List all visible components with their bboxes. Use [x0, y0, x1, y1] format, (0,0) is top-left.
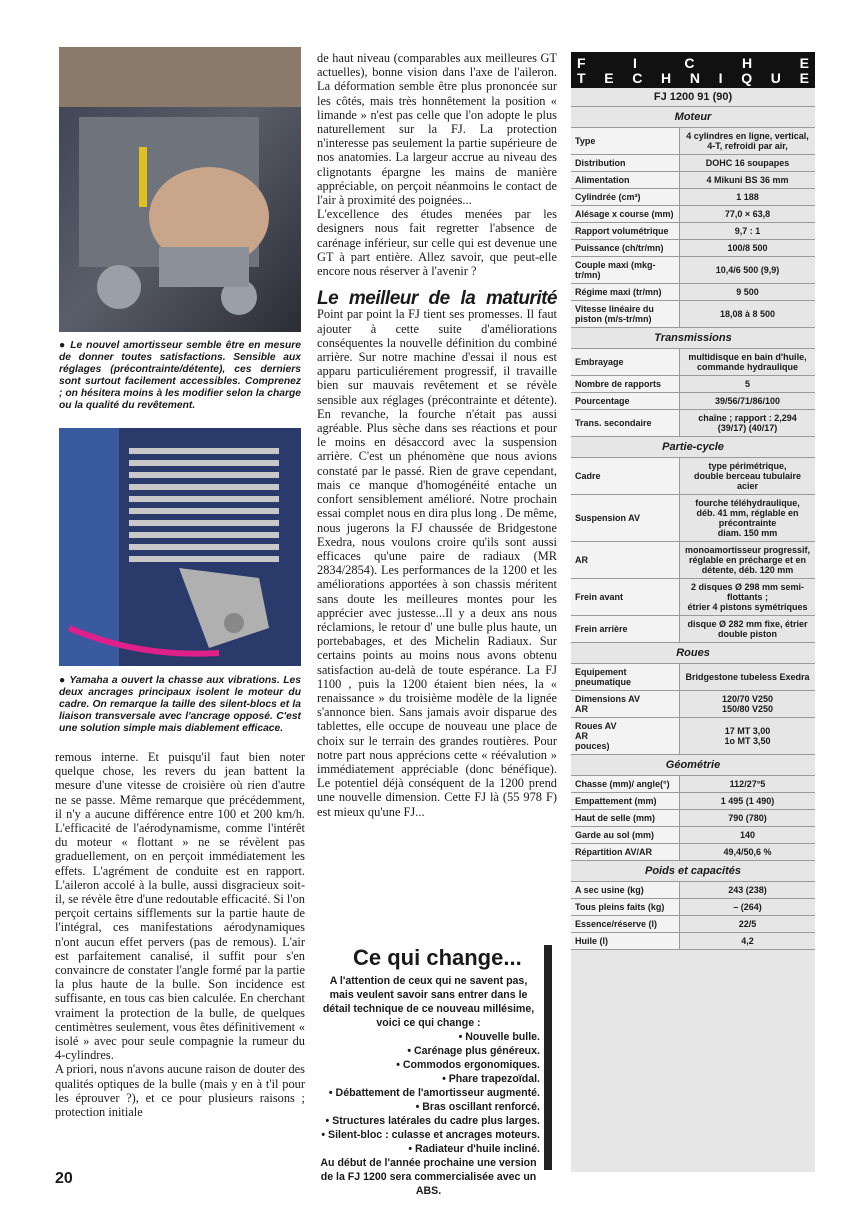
changes-item: • Bras oscillant renforcé.: [415, 1101, 540, 1113]
photo-shock-absorber: [59, 47, 301, 332]
spec-label: Type: [571, 128, 680, 154]
spec-row: [571, 155, 815, 172]
spec-row: [571, 284, 815, 301]
shock-absorber-image: [59, 47, 301, 332]
spec-header-letter: C: [684, 55, 695, 71]
spec-header-letter: E: [799, 55, 809, 71]
spec-section-title: Transmissions: [571, 328, 815, 349]
spec-row: [571, 410, 815, 437]
spec-row: [571, 899, 815, 916]
spec-label: Embrayage: [571, 349, 680, 375]
column2-paragraph-3-text: Point par point la FJ tient ses promesses. Il faut ajouter à cette suite d'améliorations conséquentes la nouvelle définition du combiné arrière. Sur notre machine d'essai il nous est apparu particuliérement progressif, il travaille bien sur mauvais revêtement et se révèle sensible aux réglages (précontrainte et détente). En revanche, la fourche n'était pas aussi agréable. Plus sèche dans ses réactions et pour le moins en désaccord avec la suspension arrière. C'est un phénomène que nous avions constaté par le passé. Rien de grave cependant, mais ce manque d'homogénéité entache un confort sensiblement amélioré. Notre prochain essai complet nous en dira plus long . De même, nous jugerons la FJ chaussée de Bridgestone Exedra, nous voulons croire qu'ils sont aussi efficaces qu'une paire de radiaux (MR 2834/2854). Les performances de la 1200 et les améliorations apportées à son chassis méritent sans doute les meilleures montes pour les apprécier avec justesse...Il y a deux ans nous réclamions, le retour d' une bulle plus haute, un portebabages, et des Michelin Radiaux. Sur certains points au moins nous avons obtenu satisfaction au-delà de toute espérance. La FJ 1100 , puis la 1200 étaient bien nées, la « renaissance » du troisième modèle de la lignée s'annonce bien. Sans jamais avoir disparue des tablettes, elle occupe de nouveau une place de choix sur le terrain des grandes routières. Pour notre part nous apprécions cette « réévalution » immédiatement appréciable (donc bénéfique). Le potentiel déjà conséquent de la 1200 prend une nouvelle dimension. Cette FJ là (55 978 F) est mieux qu'une FJ...: [317, 307, 557, 819]
engine-mount-image: [59, 428, 301, 666]
spec-row: [571, 376, 815, 393]
spec-value: fourche téléhydraulique, déb. 41 mm, réglable en précontrainte diam. 150 mm: [695, 498, 800, 538]
spec-section-title: Partie-cycle: [571, 437, 815, 458]
spec-label: Roues AV AR pouces): [571, 718, 680, 754]
spec-row: [571, 240, 815, 257]
changes-item: • Phare trapezoïdal.: [442, 1073, 540, 1085]
spec-header-letter: H: [742, 55, 753, 71]
spec-value: 4 Mikuni BS 36 mm: [706, 175, 789, 185]
spec-label: A sec usine (kg): [571, 882, 680, 898]
spec-label: Huile (l): [571, 933, 680, 949]
spec-row: [571, 810, 815, 827]
section-headline: Le meilleur de la maturité: [317, 288, 557, 310]
changes-item: • Nouvelle bulle.: [458, 1031, 540, 1043]
spec-label: Alimentation: [571, 172, 680, 188]
spec-value: 39/56/71/86/100: [714, 396, 781, 406]
spec-header-row-2: [577, 71, 809, 86]
spec-label: Cadre: [571, 458, 680, 494]
spec-value: Bridgestone tubeless Exedra: [685, 672, 810, 682]
spec-row: [571, 827, 815, 844]
article-column-1: [55, 750, 305, 1119]
changes-intro: A l'attention de ceux qui ne savent pas, mais veulent savoir sans entrer dans le détail technique de ce nouveau millésime, voici ce qui change :: [322, 975, 535, 1029]
spec-header-letter: T: [577, 70, 586, 86]
spec-header-letter: H: [661, 70, 672, 86]
spec-row: [571, 206, 815, 223]
spec-header-letter: Q: [741, 70, 753, 86]
spec-label: Pourcentage: [571, 393, 680, 409]
spec-value: 1 495 (1 490): [720, 796, 775, 806]
spec-row: [571, 579, 815, 616]
spec-row: [571, 495, 815, 542]
changes-outro: Au début de l'année prochaine une version de la FJ 1200 sera commercialisée avec un ABS.: [320, 1157, 537, 1197]
changes-content: [317, 974, 540, 1198]
column1-paragraph-1: remous interne. Et puisqu'il faut bien noter quelque chose, les revers du jean battent la mesure d'une vitesse de croisière où rien d'autre ne se passe. Même remarque que précédemment, il n'y a aucune différence entre 100 et 200 km/h. L'efficacité de l'aérodynamisme, comme l'intérêt du moteur « flottant » ne se révèlent pas graduellement, on en perçoit immédiatement les effets. L'agrément de conduite est en rapport. L'aileron accolé à la bulle, aussi disgracieux soit-il, se révèle être d'une redoutable efficacité. Si l'on perçoit certains sifflements sur la partie haute de l'intégral, ces manifestations aérodynamiques n'ont aucun effet pervers (pas de remous). L'air est parfaitement canalisé, il suffit pour s'en convaincre de constater l'angle formé par la partie la plus haute de la bulle. Son incidence est suffisante, en tous cas bien calculée. En cherchant vraiment la protection de la bulle, de quelques centimètres seulement, vous êtes définitivement « isolé » avec pour seule compagnie la rumeur du 4-cylindres.: [55, 750, 305, 1063]
spec-label: Tous pleins faits (kg): [571, 899, 680, 915]
changes-box: [317, 945, 552, 1197]
spec-header: [571, 52, 815, 88]
spec-value: 49,4/50,6 %: [723, 847, 772, 857]
spec-label: Répartition AV/AR: [571, 844, 680, 860]
changes-item: • Carénage plus généreux.: [407, 1045, 540, 1057]
spec-section-title: Poids et capacités: [571, 861, 815, 882]
spec-label: Dimensions AV AR: [571, 691, 680, 717]
spec-section-title: Roues: [571, 643, 815, 664]
spec-value: multidisque en bain d'huile, commande hydraulique: [688, 352, 807, 372]
changes-item: • Débattement de l'amortisseur augmenté.: [328, 1087, 540, 1099]
column1-paragraph-2: A priori, nous n'avons aucune raison de douter des qualités optiques de la bulle (mais y en à t'il pour les éprouver ?), et ce pour plusieurs raisons ; protection initiale: [55, 1062, 305, 1120]
spec-value: 2 disques Ø 298 mm semi- flottants ; étrier 4 pistons symétriques: [687, 582, 808, 612]
spec-value: – (264): [733, 902, 762, 912]
spec-row: [571, 616, 815, 643]
spec-row: [571, 349, 815, 376]
spec-label: Vitesse linéaire du piston (m/s-tr/mn): [571, 301, 680, 327]
spec-value: chaîne ; rapport : 2,294 (39/17) (40/17): [698, 413, 797, 433]
spec-section-title: Géométrie: [571, 755, 815, 776]
spec-label: Essence/réserve (l): [571, 916, 680, 932]
spec-header-letter: N: [689, 70, 700, 86]
spec-section-title: Moteur: [571, 107, 815, 128]
changes-item: • Commodos ergonomiques.: [396, 1059, 540, 1071]
spec-label: Alésage x course (mm): [571, 206, 680, 222]
spec-header-letter: E: [799, 70, 809, 86]
spec-label: Couple maxi (mkg-tr/mn): [571, 257, 680, 283]
spec-label: Distribution: [571, 155, 680, 171]
column2-paragraph-3: [317, 288, 557, 819]
spec-value: 5: [744, 379, 750, 389]
spec-value: 77,0 × 63,8: [724, 209, 771, 219]
spec-label: Equipement pneumatique: [571, 664, 680, 690]
spec-label: Suspension AV: [571, 495, 680, 541]
spec-label: Garde au sol (mm): [571, 827, 680, 843]
spec-header-row-1: [577, 56, 809, 71]
spec-value: 790 (780): [728, 813, 767, 823]
photo1-caption: ● Le nouvel amortisseur semble être en mesure de donner toutes satisfactions. Sensible aux réglages (précontrainte/détente), ces derniers sont surtout facilement accessibles. Comprenez ; on hésitera moins à les modifier selon la charge ou la qualité du revêtement.: [59, 340, 301, 411]
spec-row: [571, 542, 815, 579]
spec-row: [571, 776, 815, 793]
spec-header-letter: E: [604, 70, 614, 86]
spec-row: [571, 882, 815, 899]
spec-row: [571, 844, 815, 861]
changes-list: [317, 1030, 540, 1156]
spec-row: [571, 189, 815, 206]
spec-label: Rapport volumétrique: [571, 223, 680, 239]
spec-header-letter: F: [577, 55, 586, 71]
spec-label: Puissance (ch/tr/mn): [571, 240, 680, 256]
spec-value: 120/70 V250 150/80 V250: [721, 694, 774, 714]
spec-header-letter: C: [632, 70, 643, 86]
changes-item: • Silent-bloc : culasse et ancrages moteurs.: [321, 1129, 540, 1141]
spec-body: [571, 107, 815, 950]
spec-value: type périmétrique, double berceau tubulaire acier: [693, 461, 802, 491]
spec-header-letter: U: [770, 70, 781, 86]
changes-title: Ce qui change...: [353, 945, 522, 970]
spec-label: Régime maxi (tr/mn): [571, 284, 680, 300]
spec-row: [571, 257, 815, 284]
spec-value: monoamortisseur progressif, réglable en précharge et en détente, déb. 120 mm: [684, 545, 811, 575]
spec-label: Trans. secondaire: [571, 410, 680, 436]
spec-row: [571, 793, 815, 810]
spec-row: [571, 301, 815, 328]
spec-value: 112/27°5: [729, 779, 766, 789]
spec-model: FJ 1200 91 (90): [571, 88, 815, 107]
spec-row: [571, 718, 815, 755]
spec-label: Cylindrée (cm³): [571, 189, 680, 205]
spec-row: [571, 172, 815, 189]
changes-box-rule: [544, 945, 552, 1170]
spec-value: 243 (238): [728, 885, 767, 895]
spec-value: 10,4/6 500 (9,9): [715, 265, 780, 275]
spec-value: 100/8 500: [727, 243, 768, 253]
spec-label: Empattement (mm): [571, 793, 680, 809]
spec-value: 4,2: [741, 936, 754, 946]
spec-label: AR: [571, 542, 680, 578]
spec-row: [571, 128, 815, 155]
changes-item: • Structures latérales du cadre plus larges.: [325, 1115, 540, 1127]
photo-engine-mount: [59, 428, 301, 666]
photo2-caption: ● Yamaha a ouvert la chasse aux vibrations. Les deux ancrages principaux isolent le moteur du cadre. On remarque la taille des silent-blocs et la liaison transversale avec l'ancrage opposé. C'est une solution simple mais diablement efficace.: [59, 675, 301, 734]
spec-value: 4 cylindres en ligne, vertical, 4-T, refroidi par air,: [686, 131, 809, 151]
spec-value: 18,08 à 8 500: [719, 309, 776, 319]
spec-label: Nombre de rapports: [571, 376, 680, 392]
spec-value: 140: [739, 830, 756, 840]
spec-row: [571, 223, 815, 240]
spec-header-letter: I: [633, 55, 637, 71]
spec-label: Chasse (mm)/ angle(°): [571, 776, 680, 792]
spec-header-letter: I: [718, 70, 723, 86]
spec-row: [571, 458, 815, 495]
spec-label: Haut de selle (mm): [571, 810, 680, 826]
changes-item: • Radiateur d'huile incliné.: [408, 1143, 540, 1155]
spec-row: [571, 691, 815, 718]
column2-paragraph-2: L'excellence des études menées par les designers nous fait regretter l'absence de carénage inférieur, sur celle qui est devenue une GT à part entière. Allez savoir, que peut-elle encore nous réserver à l'avenir ?: [317, 207, 557, 279]
spec-value: 9,7 : 1: [734, 226, 761, 236]
spec-value: 9 500: [736, 287, 759, 297]
article-column-2: [317, 51, 557, 819]
spec-row: [571, 933, 815, 950]
spec-row: [571, 664, 815, 691]
page-number: 20: [55, 1170, 73, 1187]
spec-sheet: [571, 52, 815, 1172]
spec-row: [571, 393, 815, 410]
spec-row: [571, 916, 815, 933]
spec-value: disque Ø 282 mm fixe, étrier double piston: [687, 619, 808, 639]
spec-label: Frein arrière: [571, 616, 680, 642]
spec-label: Frein avant: [571, 579, 680, 615]
spec-value: DOHC 16 soupapes: [705, 158, 790, 168]
spec-value: 1 188: [736, 192, 759, 202]
column2-paragraph-1: de haut niveau (comparables aux meilleures GT actuelles), bonne vision dans l'axe de l'aileron. La déformation semble être plus prononcée sur les côtés, mais très honnêtement la position « limande » n'est pas celle que l'on adopte le plus naturellement sur la FJ. La protection n'interesse pas seulement la partie supérieure de nos anatomies. La largeur accrue au niveau des clignotants épargne les mains de manière appréciable, on perçoit néanmoins le contact de l'air à proximité des poignées...: [317, 51, 557, 208]
spec-value: 22/5: [738, 919, 757, 929]
spec-value: 17 MT 3,00 1o MT 3,50: [724, 726, 771, 746]
